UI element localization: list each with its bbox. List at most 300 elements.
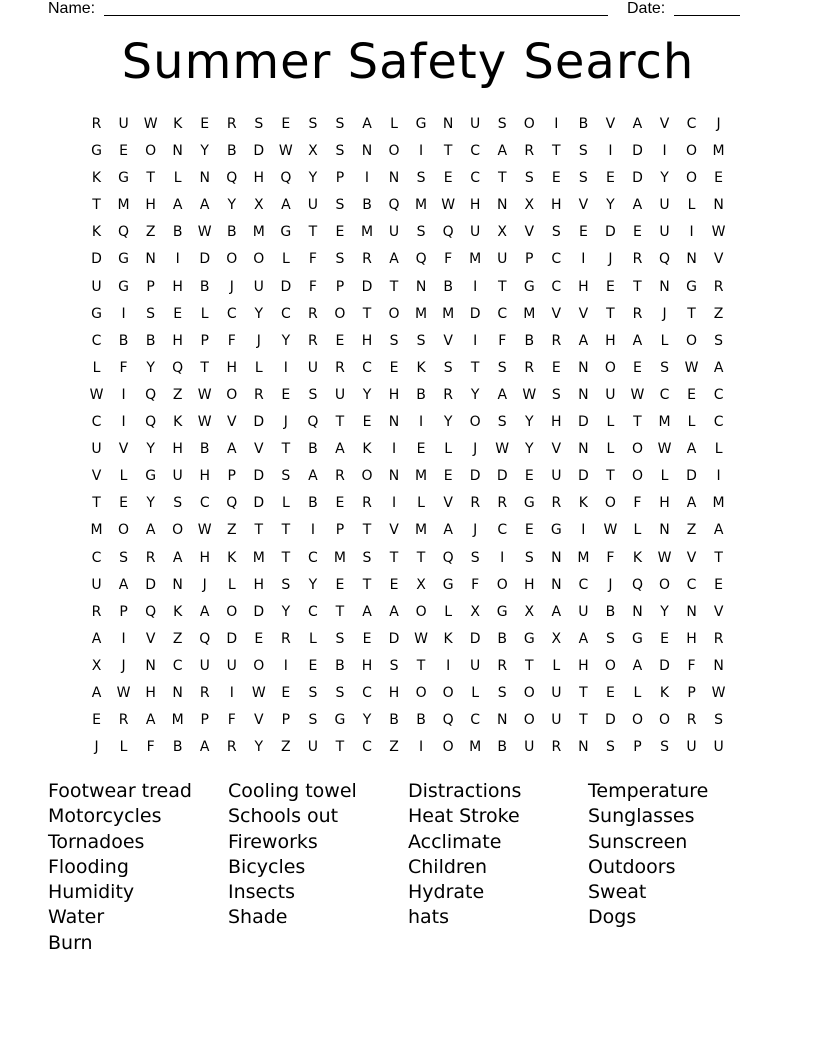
grid-letter: E [443, 170, 453, 187]
grid-letter: U [334, 386, 346, 403]
grid-letter: W [495, 441, 510, 458]
grid-letter: I [581, 522, 586, 539]
grid-letter: U [91, 441, 102, 458]
grid-letter: L [633, 684, 642, 701]
grid-letter: R [335, 468, 345, 485]
grid-letter: A [632, 657, 643, 674]
grid-letter: U [172, 468, 183, 485]
grid-letter: F [308, 278, 317, 295]
grid-letter: T [497, 170, 507, 187]
grid-letter: Y [254, 305, 264, 322]
grid-letter: F [308, 251, 317, 268]
grid-letter: T [308, 224, 318, 241]
grid-letter: M [117, 197, 130, 214]
grid-letter: D [253, 603, 265, 620]
grid-letter: O [631, 712, 643, 729]
word-list-item: Sweat [588, 881, 647, 904]
grid-letter: U [551, 712, 562, 729]
grid-letter: G [334, 712, 346, 729]
word-list-item: hats [408, 906, 450, 929]
grid-letter: I [121, 630, 126, 647]
grid-letter: W [630, 386, 645, 403]
header-fields [48, 0, 740, 20]
grid-letter: A [199, 197, 210, 214]
grid-letter: D [253, 495, 265, 512]
grid-letter: W [278, 143, 293, 160]
grid-letter: S [308, 684, 318, 701]
grid-letter: L [390, 116, 398, 132]
grid-letter: M [712, 495, 725, 512]
grid-letter: F [146, 739, 155, 756]
grid-letter: H [659, 495, 670, 512]
grid-letter: R [551, 332, 562, 349]
grid-letter: P [227, 468, 236, 485]
grid-letter: T [416, 657, 426, 674]
grid-letter: H [145, 197, 156, 214]
grid-letter: R [551, 495, 562, 512]
grid-letter: R [443, 386, 453, 403]
grid-letter: X [416, 576, 426, 593]
grid-letter: E [443, 468, 453, 485]
grid-letter: T [606, 468, 615, 485]
grid-letter: W [711, 684, 726, 701]
grid-letter: Y [254, 739, 264, 756]
grid-letter: H [469, 197, 481, 214]
grid-letter: S [714, 712, 724, 729]
grid-letter: I [446, 657, 451, 674]
word-list-item: Distractions [408, 780, 522, 802]
name-field-line[interactable] [104, 15, 608, 16]
grid-letter: U [659, 197, 670, 214]
grid-letter: W [197, 414, 212, 431]
grid-letter: V [118, 441, 129, 458]
word-list-item: Bicycles [228, 855, 306, 878]
grid-letter: I [581, 251, 586, 268]
word-list-item: Outdoors [588, 855, 676, 878]
grid-letter: Q [145, 603, 157, 620]
grid-letter: G [550, 522, 562, 539]
grid-letter: H [145, 684, 156, 701]
grid-letter: R [497, 495, 508, 512]
grid-letter: T [579, 684, 588, 701]
grid-letter: E [660, 630, 669, 647]
grid-letter: M [469, 251, 482, 268]
word-list-item: Acclimate [408, 830, 502, 853]
grid-letter: Y [146, 495, 155, 512]
grid-letter: X [497, 224, 508, 241]
grid-letter: L [308, 630, 317, 647]
grid-letter: E [605, 170, 615, 187]
grid-letter: R [308, 332, 318, 349]
word-list-item: Flooding [48, 855, 129, 878]
word-list-item: Footwear tread [48, 780, 192, 802]
grid-letter: V [254, 712, 264, 729]
grid-letter: O [442, 684, 454, 701]
grid-letter: U [91, 576, 102, 593]
grid-letter: O [686, 332, 698, 349]
grid-letter: S [497, 414, 507, 431]
grid-row [83, 493, 732, 520]
grid-letter: Q [442, 712, 454, 729]
grid-letter: O [253, 657, 265, 674]
grid-letter: O [415, 684, 427, 701]
grid-letter: C [578, 576, 589, 593]
grid-letter: T [389, 549, 399, 566]
grid-letter: D [469, 468, 481, 485]
grid-letter: L [606, 441, 615, 458]
grid-letter: U [470, 657, 481, 674]
grid-letter: A [199, 739, 210, 756]
grid-letter: E [335, 224, 345, 241]
grid-row [83, 710, 732, 737]
grid-letter: A [389, 251, 399, 268]
grid-letter: U [713, 739, 724, 756]
grid-letter: A [145, 522, 156, 539]
grid-letter: I [391, 441, 397, 458]
grid-letter: R [199, 684, 210, 701]
grid-letter: I [473, 278, 478, 295]
grid-letter: M [415, 468, 428, 485]
grid-letter: U [118, 116, 129, 132]
grid-letter: I [283, 359, 288, 376]
grid-letter: B [308, 495, 318, 512]
word-list-item: Sunglasses [588, 805, 695, 828]
grid-letter: O [604, 359, 616, 376]
grid-letter: D [577, 414, 589, 431]
grid-letter: X [91, 657, 102, 674]
grid-letter: R [524, 359, 535, 376]
grid-letter: X [308, 143, 318, 160]
grid-letter: F [444, 251, 453, 268]
grid-letter: S [254, 116, 264, 132]
grid-letter: X [551, 630, 562, 647]
grid-letter: L [714, 441, 723, 458]
grid-letter: H [361, 332, 373, 349]
grid-letter: A [226, 441, 237, 458]
grid-letter: O [172, 522, 184, 539]
grid-letter: F [687, 657, 696, 674]
grid-letter: Z [389, 739, 399, 756]
word-list-item: Cooling towel [228, 780, 357, 802]
grid-letter: R [470, 495, 481, 512]
grid-letter: G [632, 630, 643, 647]
date-field-line[interactable] [674, 15, 740, 16]
grid-letter: A [686, 441, 697, 458]
grid-letter: T [497, 278, 507, 295]
grid-letter: N [659, 278, 670, 295]
grid-letter: L [254, 359, 263, 376]
grid-letter: O [145, 143, 157, 160]
grid-letter: N [145, 657, 156, 674]
grid-letter: J [256, 332, 261, 349]
grid-letter: G [118, 251, 129, 268]
grid-letter: Y [524, 414, 534, 431]
grid-letter: N [578, 441, 589, 458]
grid-letter: J [662, 305, 667, 322]
grid-letter: L [606, 414, 615, 431]
grid-letter: U [470, 116, 481, 132]
grid-letter: K [91, 224, 102, 241]
grid-letter: M [360, 224, 374, 241]
grid-letter: W [197, 224, 212, 241]
grid-letter: Y [200, 143, 209, 160]
grid-letter: S [362, 549, 372, 566]
grid-letter: E [551, 170, 561, 187]
grid-letter: Y [227, 197, 237, 214]
grid-letter: Z [226, 522, 237, 539]
grid-letter: B [416, 386, 426, 403]
grid-letter: R [280, 630, 291, 647]
grid-letter: C [362, 359, 372, 376]
grid-row [83, 656, 732, 683]
grid-letter: W [684, 359, 699, 376]
word-list-item: Hydrate [408, 881, 485, 904]
grid-letter: S [173, 495, 183, 512]
grid-row [83, 520, 732, 547]
grid-letter: V [659, 116, 670, 132]
grid-letter: E [605, 684, 615, 701]
grid-letter: U [551, 684, 562, 701]
grid-row [83, 439, 732, 466]
grid-letter: C [713, 414, 724, 431]
grid-letter: T [335, 603, 345, 620]
grid-letter: Q [442, 549, 454, 566]
grid-letter: S [443, 359, 453, 376]
grid-letter: Q [658, 251, 671, 268]
grid-letter: G [145, 468, 157, 485]
grid-letter: T [146, 170, 155, 187]
grid-letter: E [362, 630, 372, 647]
grid-letter: M [469, 739, 482, 756]
grid-letter: S [281, 468, 291, 485]
grid-letter: O [686, 143, 698, 160]
grid-letter: K [659, 684, 670, 701]
grid-letter: N [361, 143, 373, 160]
grid-letter: N [632, 603, 643, 620]
grid-row [83, 168, 732, 195]
grid-letter: N [496, 197, 508, 214]
grid-letter: G [118, 278, 129, 295]
word-list-item: Burn [48, 931, 93, 954]
grid-letter: E [389, 359, 399, 376]
grid-letter: S [551, 386, 561, 403]
grid-letter: D [226, 630, 238, 647]
grid-row [83, 548, 732, 575]
grid-letter: U [497, 251, 508, 268]
grid-letter: S [714, 332, 724, 349]
grid-letter: K [173, 603, 183, 620]
grid-letter: R [713, 630, 724, 647]
grid-letter: A [118, 576, 129, 593]
grid-letter: S [335, 116, 345, 132]
grid-letter: T [633, 278, 642, 295]
grid-letter: B [416, 712, 426, 729]
grid-letter: J [94, 739, 99, 756]
grid-letter: G [91, 305, 102, 322]
grid-letter: E [524, 522, 534, 539]
grid-letter: V [91, 468, 102, 485]
grid-letter: E [524, 468, 534, 485]
grid-letter: O [631, 468, 643, 485]
grid-letter: A [713, 359, 724, 376]
grid-letter: B [524, 332, 535, 349]
word-list-item: Temperature [588, 780, 709, 802]
grid-letter: N [172, 143, 183, 160]
grid-letter: O [631, 441, 643, 458]
grid-letter: O [415, 603, 427, 620]
grid-letter: A [578, 332, 589, 349]
grid-letter: L [173, 170, 182, 187]
grid-row [83, 141, 732, 168]
grid-letter: H [199, 468, 210, 485]
grid-letter: A [91, 630, 102, 647]
grid-letter: Q [442, 224, 454, 241]
grid-letter: F [606, 549, 615, 566]
grid-letter: Y [660, 170, 669, 187]
grid-letter: C [308, 603, 318, 620]
grid-letter: D [253, 143, 265, 160]
grid-letter: L [687, 197, 696, 214]
grid-letter: W [441, 197, 456, 214]
grid-letter: W [603, 522, 618, 539]
grid-letter: F [227, 332, 236, 349]
grid-letter: C [497, 522, 508, 539]
grid-letter: E [308, 657, 318, 674]
grid-letter: Z [172, 386, 183, 403]
grid-letter: I [175, 251, 180, 268]
grid-row [83, 114, 732, 141]
grid-letter: S [605, 630, 615, 647]
grid-letter: G [415, 116, 427, 132]
grid-letter: H [551, 414, 562, 431]
grid-letter: D [659, 657, 670, 674]
grid-letter: O [686, 170, 698, 187]
grid-letter: O [388, 143, 400, 160]
grid-letter: T [389, 278, 399, 295]
grid-letter: Y [308, 576, 318, 593]
grid-letter: C [551, 251, 562, 268]
grid-letter: F [498, 332, 507, 349]
grid-letter: S [389, 332, 399, 349]
grid-row [83, 602, 732, 629]
word-list-item: Heat Stroke [408, 805, 520, 828]
grid-letter: F [471, 576, 480, 593]
word-list-item: Shade [228, 906, 288, 929]
grid-letter: G [442, 576, 454, 593]
grid-letter: O [361, 468, 373, 485]
grid-letter: G [280, 224, 292, 241]
grid-letter: V [686, 549, 697, 566]
grid-letter: S [119, 549, 129, 566]
grid-letter: N [172, 684, 183, 701]
grid-letter: E [119, 495, 128, 512]
grid-letter: E [92, 712, 101, 729]
grid-letter: F [119, 359, 128, 376]
grid-letter: S [308, 386, 318, 403]
grid-letter: H [253, 576, 265, 593]
grid-letter: H [388, 684, 400, 701]
grid-letter: H [578, 278, 589, 295]
grid-letter: B [443, 278, 453, 295]
grid-letter: R [226, 739, 237, 756]
letter-grid [83, 114, 732, 764]
grid-letter: R [362, 495, 372, 512]
grid-letter: E [119, 143, 128, 160]
grid-letter: O [523, 116, 535, 132]
grid-letter: C [470, 170, 481, 187]
word-list-item: Motorcycles [48, 805, 162, 828]
grid-letter: U [578, 603, 589, 620]
grid-letter: H [578, 657, 589, 674]
grid-letter: F [633, 495, 642, 512]
word-list-item: Dogs [588, 906, 637, 929]
grid-letter: A [632, 116, 643, 132]
grid-letter: P [200, 712, 209, 729]
grid-letter: R [91, 603, 102, 620]
grid-letter: R [335, 359, 345, 376]
grid-letter: V [551, 305, 562, 322]
grid-letter: Y [470, 386, 480, 403]
grid-letter: Q [307, 414, 319, 431]
grid-letter: S [578, 170, 588, 187]
grid-letter: A [145, 712, 156, 729]
grid-letter: B [226, 224, 237, 241]
grid-letter: T [335, 414, 345, 431]
grid-letter: J [202, 576, 207, 593]
grid-letter: U [605, 386, 616, 403]
grid-letter: V [713, 603, 724, 620]
grid-letter: A [551, 603, 562, 620]
grid-letter: V [578, 305, 589, 322]
grid-letter: U [686, 739, 697, 756]
grid-row [83, 195, 732, 222]
grid-letter: E [335, 495, 345, 512]
grid-row [83, 629, 732, 656]
grid-letter: B [308, 441, 318, 458]
grid-letter: L [552, 657, 561, 674]
grid-letter: T [524, 657, 534, 674]
grid-letter: I [473, 332, 478, 349]
grid-letter: G [686, 278, 697, 295]
grid-letter: C [686, 576, 697, 593]
grid-letter: I [391, 495, 397, 512]
grid-letter: A [578, 630, 589, 647]
grid-letter: D [199, 251, 211, 268]
grid-letter: I [689, 224, 694, 241]
grid-row [83, 222, 732, 249]
grid-letter: O [118, 522, 130, 539]
word-list-item: Schools out [228, 805, 339, 828]
grid-letter: W [522, 386, 537, 403]
grid-letter: A [281, 197, 291, 214]
grid-letter: T [362, 576, 372, 593]
grid-letter: C [308, 549, 318, 566]
grid-letter: H [253, 170, 265, 187]
word-list-item: Sunscreen [588, 830, 688, 853]
grid-letter: N [686, 251, 697, 268]
grid-letter: D [145, 576, 156, 593]
word-list-item: Children [408, 855, 488, 878]
grid-letter: Q [631, 576, 643, 593]
grid-letter: M [333, 549, 346, 566]
grid-letter: D [686, 468, 697, 485]
grid-letter: G [118, 170, 129, 187]
grid-letter: K [416, 359, 426, 376]
grid-letter: J [229, 278, 234, 295]
grid-row [83, 737, 732, 764]
grid-letter: A [497, 143, 508, 160]
grid-letter: Q [388, 197, 400, 214]
